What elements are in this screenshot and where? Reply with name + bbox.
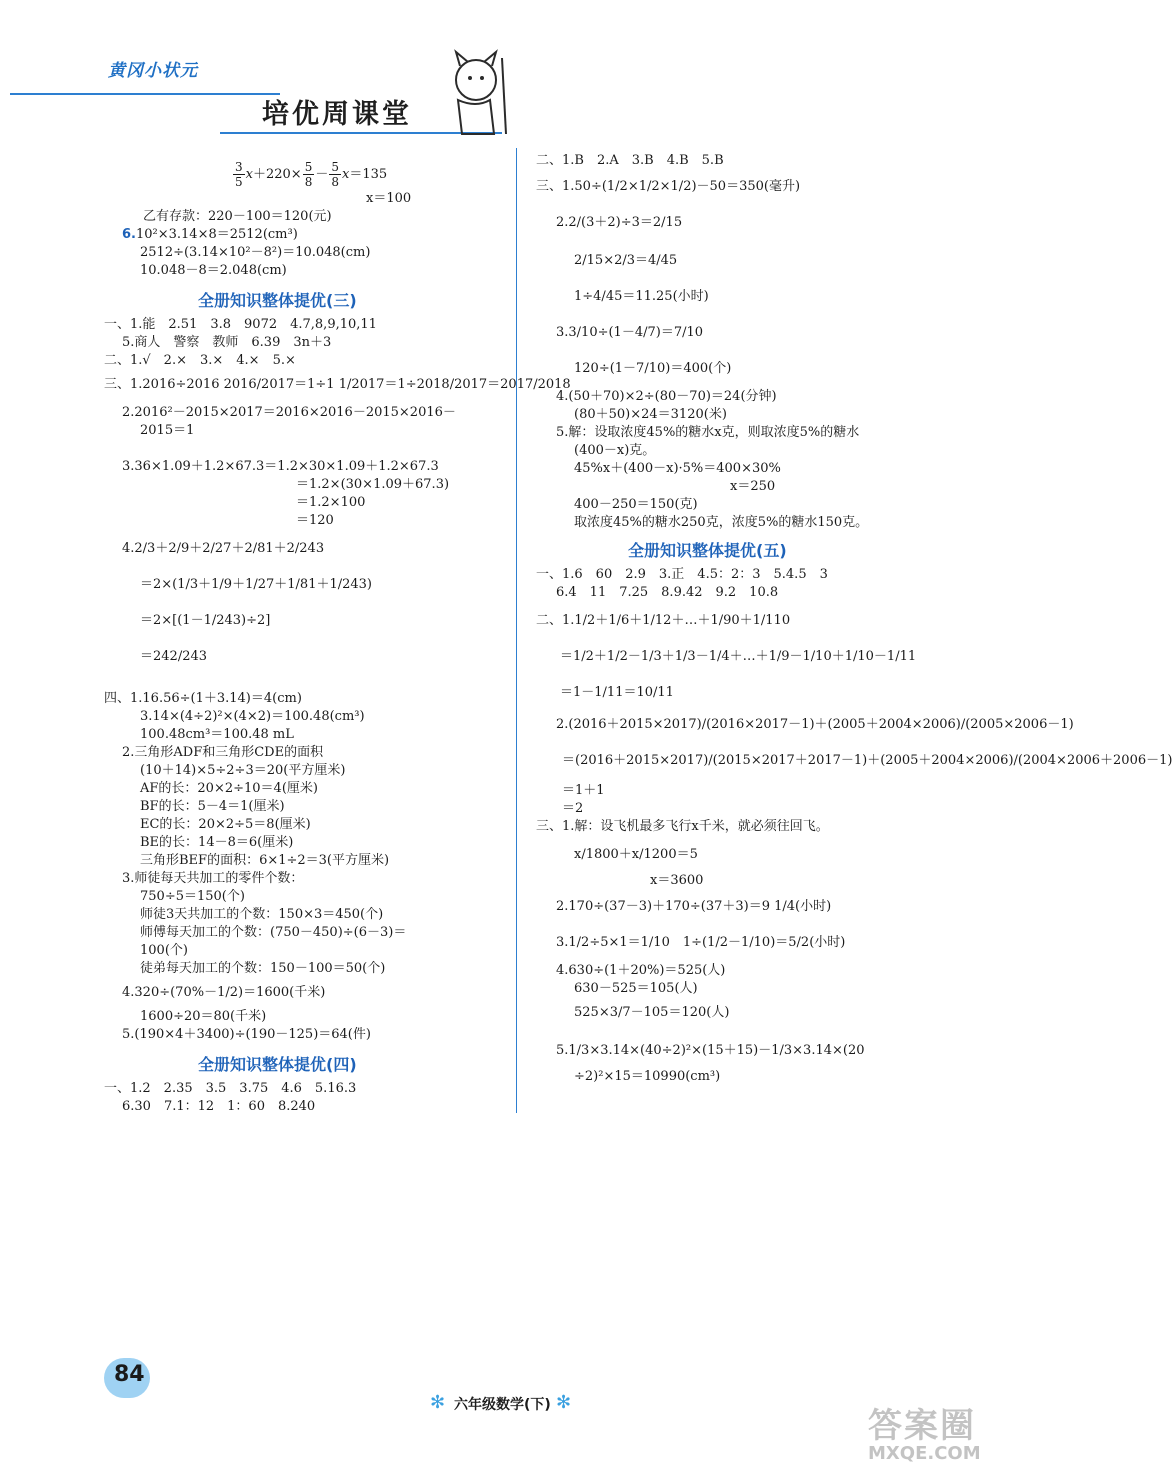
footer-title: 六年级数学(下) — [454, 1397, 551, 1413]
section-title: 全册知识整体提优(五) — [628, 541, 787, 560]
answer-line: 630－525＝105(人) — [574, 981, 698, 996]
answer-line: 1÷4/45＝11.25(小时) — [574, 289, 709, 304]
answer-line: 120÷(1－7/10)＝400(个) — [574, 361, 732, 376]
answer-line: 45%x＋(400－x)·5%＝400×30% — [574, 461, 781, 476]
answer-line: 2/15×2/3＝4/45 — [574, 253, 678, 268]
answer-line: ＝1＋1 — [562, 783, 605, 798]
snowflake-icon: ✻ — [430, 1392, 446, 1413]
answer-line: ＝(2016＋2015×2017)/(2015×2017＋2017－1)＋(2005＋2004×2006)/(2004×2006＋2006－1) — [562, 753, 1172, 768]
answer-line: EC的长：20×2÷5＝8(厘米) — [140, 817, 311, 832]
answer-line: 4.320÷(70%－1/2)＝1600(千米) — [122, 985, 326, 1000]
answer-line: ÷2)²×15＝10990(cm³) — [574, 1069, 721, 1084]
answer-line: 二、1.B 2.A 3.B 4.B 5.B — [536, 153, 724, 168]
answer-line: 一、1.6 60 2.9 3.正 4.5：2：3 5.4.5 3 — [536, 567, 828, 582]
answer-line: 525×3/7－105＝120(人) — [574, 1005, 730, 1020]
answer-line: ＝120 — [296, 513, 334, 528]
answer-line: ＝2×(1/3＋1/9＋1/27＋1/81＋1/243) — [140, 577, 373, 592]
series-title: 黄冈小状元 — [108, 61, 198, 81]
answer-line: $\frac{3}{5}$ x＋220× $\frac{5}{8}$ － $\frac{5}{8}$ x＝135 — [235, 160, 388, 189]
answer-line: 6.30 7.1：12 1：60 8.240 — [122, 1099, 316, 1114]
answer-line: 4.(50＋70)×2÷(80－70)＝24(分钟) — [556, 389, 777, 404]
answer-line: 2015＝1 — [140, 423, 195, 438]
answer-line: 2512÷(3.14×10²－8²)＝10.048(cm) — [140, 245, 371, 260]
answer-line: 三、1.解：设飞机最多飞行x千米，就必须往回飞。 — [536, 819, 829, 834]
answer-line: 5.解：设取浓度45%的糖水x克，则取浓度5%的糖水 — [556, 425, 860, 440]
answer-line: (80＋50)×24＝3120(米) — [574, 407, 727, 422]
answer-line: 3.3/10÷(1－4/7)＝7/10 — [556, 325, 704, 340]
answer-line: 取浓度45%的糖水250克，浓度5%的糖水150克。 — [574, 515, 869, 530]
answer-line: 一、1.2 2.35 3.5 3.75 4.6 5.16.3 — [104, 1081, 357, 1096]
answer-line: ＝2×[(1－1/243)÷2] — [140, 613, 271, 628]
answer-line: 三角形BEF的面积：6×1÷2＝3(平方厘米) — [140, 853, 390, 868]
answer-line: AF的长：20×2÷10＝4(厘米) — [140, 781, 318, 796]
answer-line: 3.1/2÷5×1＝1/10 1÷(1/2－1/10)＝5/2(小时) — [556, 935, 846, 950]
answer-line: 6.4 11 7.25 8.9.42 9.2 10.8 — [556, 585, 779, 600]
header-rule — [10, 93, 280, 95]
answer-line: ＝1.2×100 — [296, 495, 366, 510]
answer-line: 750÷5＝150(个) — [140, 889, 245, 904]
answer-line: x＝3600 — [650, 873, 704, 888]
section-title: 全册知识整体提优(三) — [198, 291, 357, 310]
answer-line: 1600÷20＝80(千米) — [140, 1009, 267, 1024]
answer-line: 2.170÷(37－3)＋170÷(37＋3)＝9 1/4(小时) — [556, 899, 832, 914]
answer-line: ＝242/243 — [140, 649, 208, 664]
answer-line: ＝2 — [562, 801, 584, 816]
answer-line: 2.2/(3＋2)÷3＝2/15 — [556, 215, 683, 230]
answer-line: 一、1.能 2.51 3.8 9072 4.7,8,9,10,11 — [104, 317, 377, 332]
answer-line: ＝1.2×(30×1.09＋67.3) — [296, 477, 450, 492]
section-title: 全册知识整体提优(四) — [198, 1055, 357, 1074]
watermark-logo: 答案圈 MXQE.COM — [868, 1406, 981, 1464]
answer-line: 二、1.1/2＋1/6＋1/12＋…＋1/90＋1/110 — [536, 613, 791, 628]
answer-line: 10.048－8＝2.048(cm) — [140, 263, 287, 278]
book-title: 培优周课堂 — [262, 99, 412, 130]
answer-line: 3.14×(4÷2)²×(4×2)＝100.48(cm³) — [140, 709, 365, 724]
page-header — [0, 0, 520, 140]
answer-line: 6.10²×3.14×8＝2512(cm³) — [122, 227, 298, 242]
answer-line: 三、1.50÷(1/2×1/2×1/2)－50＝350(毫升) — [536, 179, 801, 194]
answer-line: 5.商人 警察 教师 6.39 3n＋3 — [122, 335, 332, 350]
answer-line: 师傅每天加工的个数：(750－450)÷(6－3)＝ — [140, 925, 407, 940]
answer-line: 四、1.16.56÷(1＋3.14)＝4(cm) — [104, 691, 302, 706]
answer-line: BE的长：14－8＝6(厘米) — [140, 835, 294, 850]
answer-line: 400－250＝150(克) — [574, 497, 698, 512]
answer-line: 3.师徒每天共加工的零件个数： — [122, 871, 304, 886]
answer-line: 3.36×1.09＋1.2×67.3＝1.2×30×1.09＋1.2×67.3 — [122, 459, 439, 474]
answer-line: x＝250 — [730, 479, 776, 494]
question-number: 6. — [122, 227, 136, 242]
answer-line: 乙有存款：220－100＝120(元) — [143, 209, 332, 224]
answer-line: 2.三角形ADF和三角形CDE的面积 — [122, 745, 324, 760]
column-divider — [516, 148, 517, 1113]
answer-line: BF的长：5－4＝1(厘米) — [140, 799, 285, 814]
answer-line: 5.(190×4＋3400)÷(190－125)＝64(件) — [122, 1027, 371, 1042]
answer-line: 4.630÷(1＋20%)＝525(人) — [556, 963, 726, 978]
answer-line: 徒弟每天加工的个数：150－100＝50(个) — [140, 961, 386, 976]
answer-line: 100.48cm³＝100.48 mL — [140, 727, 294, 742]
answer-line: 100(个) — [140, 943, 188, 958]
answer-line: 二、1.√ 2.× 3.× 4.× 5.× — [104, 353, 296, 368]
answer-line: ＝1－1/11＝10/11 — [560, 685, 674, 700]
cat-mascot-icon — [440, 48, 520, 140]
answer-line: (10＋14)×5÷2÷3＝20(平方厘米) — [140, 763, 346, 778]
answer-line: 师徒3天共加工的个数：150×3＝450(个) — [140, 907, 384, 922]
answer-line: 三、1.2016÷2016 2016/2017＝1÷1 1/2017＝1÷2018/2017＝2017/2018 — [104, 377, 571, 392]
answer-line: 2.2016²－2015×2017＝2016×2016－2015×2016－ — [122, 405, 456, 420]
answer-line: 4.2/3＋2/9＋2/27＋2/81＋2/243 — [122, 541, 325, 556]
answer-line: ＝1/2＋1/2－1/3＋1/3－1/4＋…＋1/9－1/10＋1/10－1/11 — [560, 649, 917, 664]
page-number: 84 — [114, 1362, 145, 1387]
snowflake-icon: ✻ — [556, 1392, 572, 1413]
answer-line: 2.(2016＋2015×2017)/(2016×2017－1)＋(2005＋2004×2006)/(2005×2006－1) — [556, 717, 1074, 732]
answer-line: 5.1/3×3.14×(40÷2)²×(15＋15)－1/3×3.14×(20 — [556, 1043, 865, 1058]
answer-line: x＝100 — [366, 191, 412, 206]
answer-line: (400－x)克。 — [574, 443, 656, 458]
answer-line: x/1800＋x/1200＝5 — [574, 847, 698, 862]
